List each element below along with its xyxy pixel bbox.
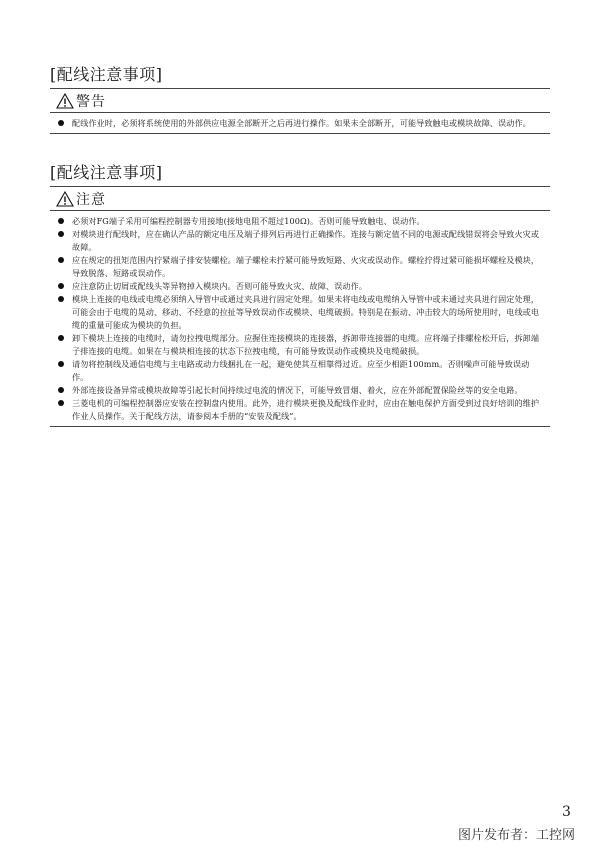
list-item (50, 117, 550, 130)
caution-item-text: 外部连接设备异常或模块故障等引起长时间持续过电流的情况下，可能导致冒烟、着火，应在外部配置保险丝等的安全电路。 (72, 385, 523, 395)
watermark: 图片发布者：工控网 (458, 828, 576, 843)
caution-item-text: 三菱电机的可编程控制器应安装在控制盘内使用。此外，进行模块更换及配线作业时，应由在触电保护方面受到过良好培训的维护作业人员操作。关于配线方法，请参阅本手册的“安装及配线”。 (72, 398, 540, 421)
caution-item-text: 应注意防止切屑或配线头等异物掉入模块内。否则可能导致火灾、故障、误动作。 (72, 281, 367, 291)
caution-box (50, 186, 550, 427)
list-item (50, 397, 550, 423)
list-item (50, 384, 550, 397)
warning-item-text: 配线作业时，必须将系统使用的外部供应电源全部断开之后再进行操作。如果未全部断开，可能导致触电或模块故障、误动作。 (72, 118, 531, 128)
warning-box (50, 88, 550, 134)
bullet-icon (58, 296, 64, 302)
list-item (50, 293, 550, 332)
bullet-icon (58, 231, 64, 237)
caution-item-text: 卸下模块上连接的电缆时，请勿拉拽电缆部分。应握住连接模块的连接器，拆卸带连接器的电缆。应将端子排螺栓松开后，拆卸端子排连接的电缆。如果在与模块相连接的状态下拉拽电缆，有可能导致误动作或模块及电缆破损。 (72, 333, 540, 356)
caution-item-text: 应在规定的扭矩范围内拧紧端子排安装螺栓。端子螺栓未拧紧可能导致短路、火灾或误动作。螺栓拧得过紧可能损坏螺栓及模块，导致脱落、短路或误动作。 (72, 255, 540, 278)
list-item (50, 228, 550, 254)
bullet-icon (58, 335, 64, 341)
caution-item-list (50, 211, 550, 426)
list-item (50, 332, 550, 358)
bullet-icon (58, 283, 64, 289)
bullet-icon (58, 387, 64, 393)
warning-triangle-icon (56, 191, 74, 207)
bullet-icon (58, 400, 64, 406)
caution-item-text: 必须对FG端子采用可编程控制器专用接地(接地电阻不超过100Ω)。否则可能导致触电、误动作。 (72, 216, 425, 226)
bullet-icon (58, 257, 64, 263)
list-item (50, 358, 550, 384)
bullet-icon (58, 120, 64, 126)
list-item (50, 254, 550, 280)
warning-section-heading: [配线注意事项] (50, 65, 163, 84)
caution-item-text: 请勿将控制线及通信电缆与主电路或动力线捆扎在一起，避免使其互相靠得过近。应至少相距100mm。否则噪声可能导致误动作。 (72, 359, 530, 382)
list-item (50, 280, 550, 293)
warning-box-title: 警告 (76, 93, 106, 110)
bullet-icon (58, 218, 64, 224)
caution-box-header (50, 187, 550, 211)
page-number: 3 (562, 804, 571, 820)
warning-triangle-icon (56, 93, 74, 109)
caution-box-title: 注意 (76, 191, 106, 208)
list-item (50, 215, 550, 228)
caution-item-text: 对模块进行配线时，应在确认产品的额定电压及端子排列后再进行正确操作。连接与额定值不同的电源或配线错误将会导致火灾或故障。 (72, 229, 540, 252)
bullet-icon (58, 361, 64, 367)
caution-item-text: 模块上连接的电线或电缆必须纳入导管中或通过夹具进行固定处理。如果未将电线或电缆纳入导管中或未通过夹具进行固定处理，可能会由于电缆的晃动、移动、不经意的拉扯等导致误动作或模块、电缆破损。特别是在振动、冲击较大的场所使用时，电线或电缆的重量可能成为模块的负担。 (72, 294, 540, 330)
warning-box-header (50, 89, 550, 113)
warning-item-list (50, 113, 550, 133)
caution-section-heading: [配线注意事项] (50, 163, 163, 182)
